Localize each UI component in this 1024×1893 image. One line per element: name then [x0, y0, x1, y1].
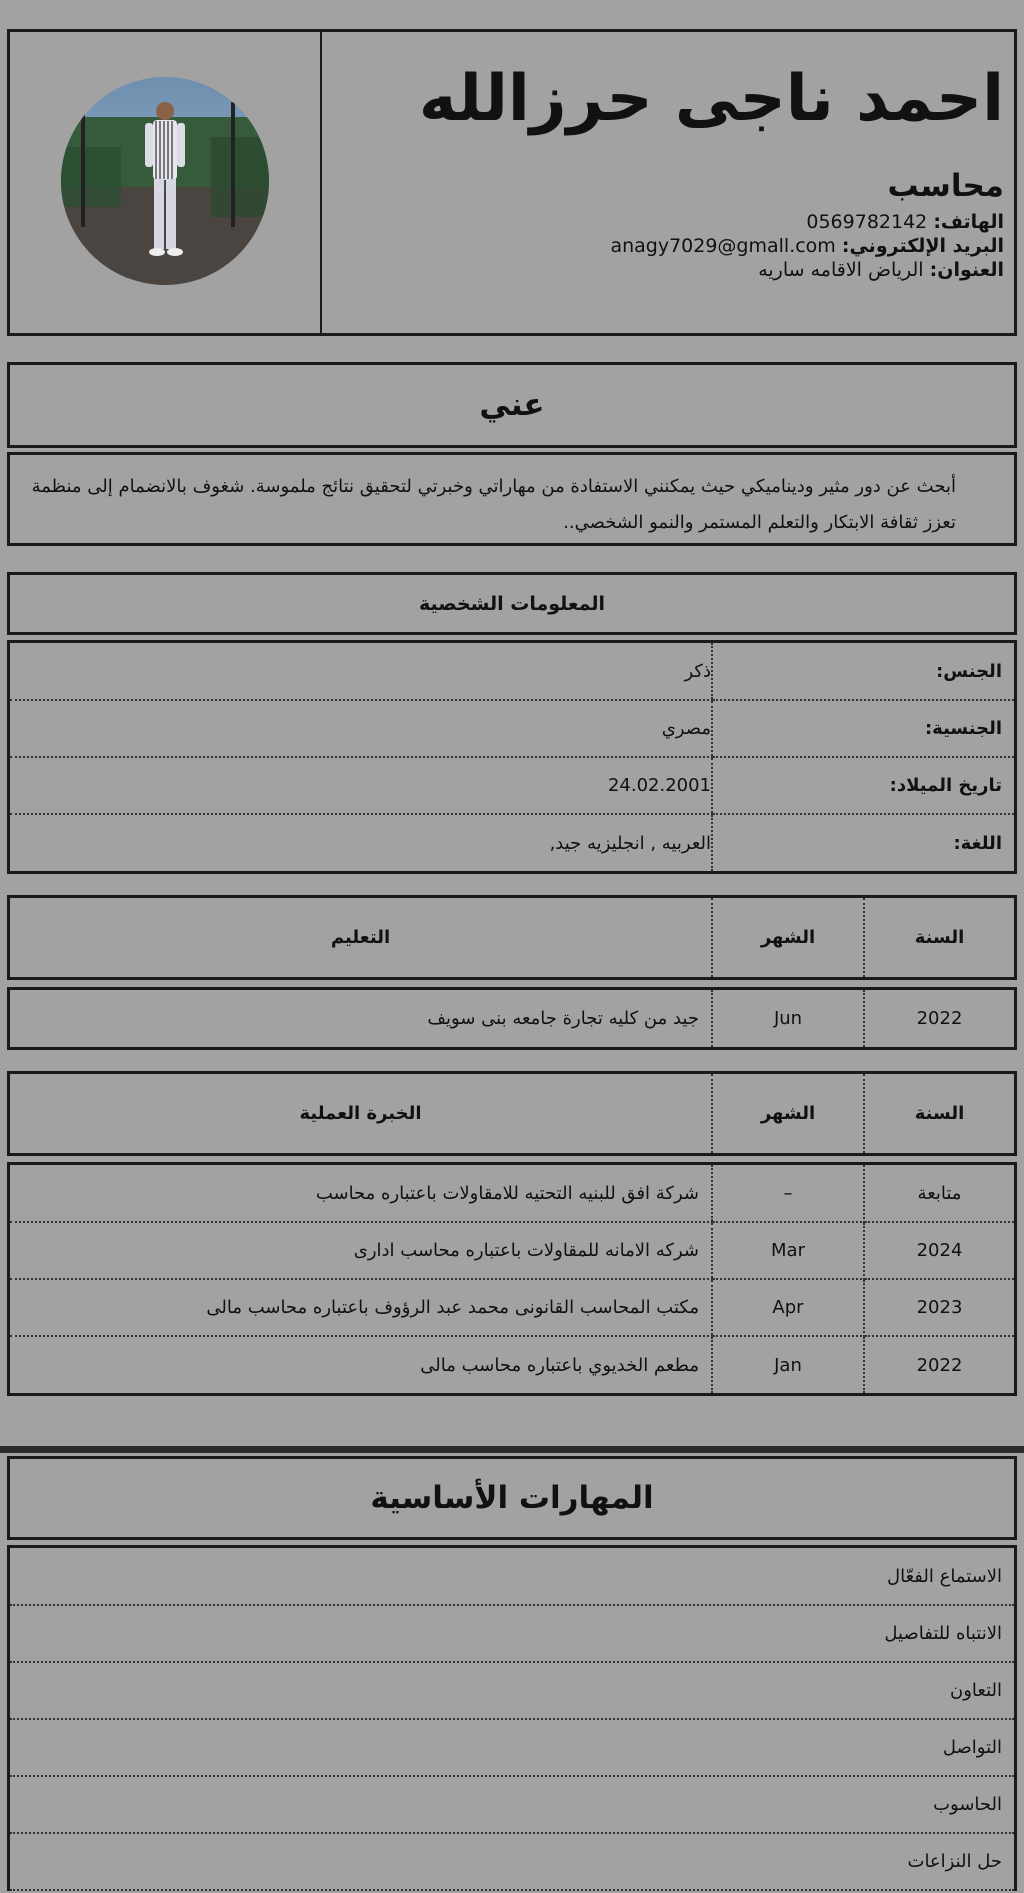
- experience-desc: شركه الامانه للمقاولات باعتباره محاسب ادارى: [10, 1222, 712, 1279]
- phone-value: 0569782142: [806, 211, 928, 233]
- table-row: [10, 814, 1014, 871]
- skill-item: حل النزاعات: [10, 1833, 1014, 1890]
- list-item: [10, 1833, 1014, 1890]
- year-header: السنة: [914, 1103, 965, 1124]
- experience-desc: شركة افق للبنيه التحتيه للامقاولات باعتباره محاسب: [10, 1165, 712, 1222]
- about-body: أبحث عن دور مثير وديناميكي حيث يمكنني الاستفادة من مهاراتي وخبرتي لتحقيق نتائج ملموسة. شغوف بالانضمام إلى منظمة تعزز ثقافة الابتكار والتعلم المستمر والنمو الشخصي..: [7, 452, 1017, 546]
- list-item: [10, 1719, 1014, 1776]
- list-item: [10, 1776, 1014, 1833]
- phone-label: الهاتف:: [933, 211, 1004, 233]
- skill-item: الاستماع الفعّال: [10, 1548, 1014, 1605]
- experience-title: الخبرة العملية: [299, 1103, 422, 1124]
- language-value: العربيه , انجليزيه جيد,: [549, 832, 711, 854]
- year-header: السنة: [914, 927, 965, 948]
- table-row: [10, 1279, 1014, 1336]
- skill-item: التواصل: [10, 1719, 1014, 1776]
- skill-item: الحاسوب: [10, 1776, 1014, 1833]
- experience-year: 2023: [864, 1279, 1014, 1336]
- birthdate-label: تاريخ الميلاد:: [712, 757, 1014, 814]
- page-divider: [0, 1446, 1024, 1453]
- email-line: [332, 234, 1004, 258]
- email-value: anagy7029@gmall.com: [610, 235, 836, 257]
- profile-header: [7, 29, 1017, 336]
- education-title: التعليم: [330, 927, 391, 948]
- experience-desc: مطعم الخديوي باعتباره محاسب مالى: [420, 1354, 699, 1376]
- gender-value: ذكر: [10, 643, 712, 700]
- nationality-label: الجنسية:: [712, 700, 1014, 757]
- education-year: 2022: [916, 1008, 963, 1029]
- table-row: [10, 1222, 1014, 1279]
- about-title: عني: [7, 362, 1017, 448]
- experience-year: 2024: [864, 1222, 1014, 1279]
- list-item: [10, 1662, 1014, 1719]
- table-row: [10, 757, 1014, 814]
- full-name: احمد ناجى حرزالله: [418, 62, 1004, 136]
- table-row: [10, 1165, 1014, 1222]
- personal-info-table: [7, 640, 1017, 874]
- experience-month: Jan: [712, 1336, 864, 1393]
- month-header: الشهر: [712, 898, 864, 977]
- table-row: [10, 990, 1014, 1047]
- photo-cell: [10, 32, 322, 333]
- email-label: البريد الإلكتروني:: [841, 235, 1004, 257]
- education-month: Jun: [712, 990, 864, 1047]
- month-header: الشهر: [712, 1074, 864, 1153]
- skills-list: [7, 1545, 1017, 1891]
- education-desc: جيد من كليه تجارة جامعه بنى سويف: [427, 1008, 699, 1029]
- job-title: محاسب: [887, 168, 1004, 204]
- experience-month: Mar: [712, 1222, 864, 1279]
- experience-desc: مكتب المحاسب القانونى محمد عبد الرؤوف باعتباره محاسب مالى: [10, 1279, 712, 1336]
- profile-photo: [61, 77, 269, 285]
- table-header-row: [10, 898, 1014, 977]
- table-row: [10, 700, 1014, 757]
- experience-table: [7, 1162, 1017, 1396]
- experience-year: 2022: [916, 1354, 963, 1376]
- skill-item: التعاون: [10, 1662, 1014, 1719]
- phone-line: [332, 210, 1004, 234]
- table-row: [10, 1336, 1014, 1393]
- nationality-value: مصري: [10, 700, 712, 757]
- table-header-row: [10, 1074, 1014, 1153]
- header-info: [322, 32, 1014, 333]
- address-label: العنوان:: [929, 259, 1004, 281]
- skill-item: الانتباه للتفاصيل: [10, 1605, 1014, 1662]
- experience-year: متابعة: [864, 1165, 1014, 1222]
- personal-info-title: المعلومات الشخصية: [7, 572, 1017, 635]
- language-label: اللغة:: [712, 814, 1014, 871]
- address-value: الرياض الاقامه ساريه: [758, 259, 924, 281]
- list-item: [10, 1548, 1014, 1605]
- experience-month: –: [712, 1165, 864, 1222]
- experience-header: [7, 1071, 1017, 1156]
- experience-month: Apr: [712, 1279, 864, 1336]
- skills-title: المهارات الأساسية: [7, 1456, 1017, 1540]
- list-item: [10, 1605, 1014, 1662]
- gender-label: الجنس:: [712, 643, 1014, 700]
- education-table: [7, 987, 1017, 1050]
- birthdate-value: 24.02.2001: [10, 757, 712, 814]
- education-header: [7, 895, 1017, 980]
- profile-photo-illustration: [61, 77, 269, 285]
- address-line: [332, 258, 1004, 282]
- table-row: [10, 643, 1014, 700]
